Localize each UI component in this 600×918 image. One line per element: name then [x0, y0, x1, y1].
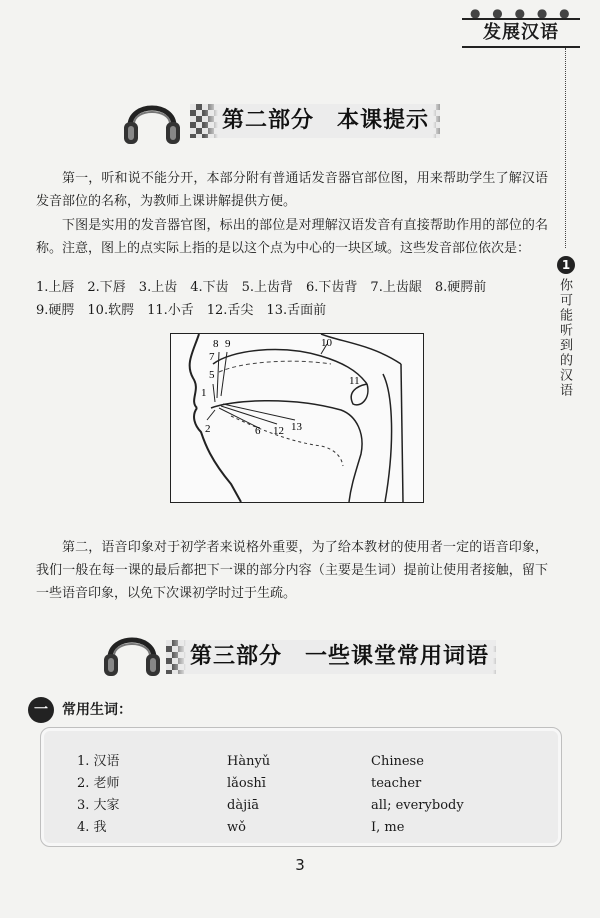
- vocab-pinyin: dàjiā: [227, 798, 260, 813]
- vocab-english: Chinese: [371, 754, 424, 769]
- diagram-label-10: 10: [321, 337, 332, 349]
- paragraph-1: 第一，听和说不能分开，本部分附有普通话发音器官部位图，用来帮助学生了解汉语发音部位的名称，为教师上课讲解提供方便。: [36, 171, 548, 209]
- diagram-label-12: 12: [273, 425, 284, 437]
- paragraph-3: 第二，语音印象对于初学者来说格外重要，为了给本教材的使用者一定的语音印象，我们一般在每一课的最后都把下一课的部分内容（主要是生词）提前让使用者接触，留下一些语音印象，以免下次课初学时过于生疏。: [36, 540, 548, 601]
- speech-organ-diagram: [170, 333, 424, 503]
- vocab-hanzi: 1. 汉语: [77, 754, 120, 769]
- page-number: 3: [295, 856, 305, 874]
- vocab-english: teacher: [371, 776, 422, 791]
- section2-header: [120, 88, 450, 152]
- section3-banner: [166, 640, 496, 674]
- section2-banner: [190, 104, 440, 138]
- diagram-label-5: 5: [209, 369, 215, 381]
- header-decoration-dots: ● ● ● ● ●: [470, 6, 574, 20]
- side-dotted-line: [565, 48, 566, 248]
- chapter-number-badge: 1: [557, 256, 575, 274]
- diagram-label-9: 9: [225, 338, 231, 350]
- vocab-hanzi: 4. 我: [77, 820, 107, 835]
- vocab-english: I, me: [371, 820, 405, 835]
- vocab-list: [40, 727, 562, 847]
- section2-title: 第二部分 本课提示: [204, 104, 440, 138]
- diagram-label-13: 13: [291, 421, 302, 433]
- headphones-icon: [120, 88, 184, 152]
- vocab-pinyin: wǒ: [227, 820, 246, 835]
- diagram-label-7: 7: [209, 351, 215, 363]
- organ-parts-list-line2: 9.硬腭 10.软腭 11.小舌 12.舌尖 13.舌面前: [36, 303, 327, 318]
- headphones-icon: [100, 620, 164, 684]
- speech-organ-drawing: [171, 334, 423, 502]
- vocab-hanzi: 2. 老师: [77, 776, 120, 791]
- chapter-side-title: 你可能听到的汉语: [557, 278, 572, 398]
- book-brand-title: 发展汉语: [462, 18, 580, 48]
- vocab-english: all; everybody: [371, 798, 464, 813]
- organ-parts-list-line1: 1.上唇 2.下唇 3.上齿 4.下齿 5.上齿背 6.下齿背 7.上齿龈 8.硬腭前: [36, 280, 487, 295]
- vocab-number-badge: 一: [28, 697, 54, 723]
- vocab-hanzi: 3. 大家: [77, 798, 120, 813]
- vocab-heading-label: 常用生词：: [62, 702, 132, 718]
- diagram-label-2: 2: [205, 423, 211, 435]
- diagram-label-6: 6: [255, 425, 261, 437]
- diagram-label-8: 8: [213, 338, 219, 350]
- section3-title: 第三部分 一些课堂常用词语: [172, 640, 496, 674]
- section3-header: [100, 620, 500, 684]
- diagram-label-11: 11: [349, 375, 360, 387]
- diagram-label-1: 1: [201, 387, 207, 399]
- vocab-pinyin: Hànyǔ: [227, 754, 271, 769]
- vocab-pinyin: lǎoshī: [227, 776, 266, 791]
- paragraph-2: 下图是实用的发音器官图，标出的部位是对理解汉语发音有直接帮助作用的部位的名称。注意，图上的点实际上指的是以这个点为中心的一块区域。这些发音部位依次是：: [36, 218, 548, 256]
